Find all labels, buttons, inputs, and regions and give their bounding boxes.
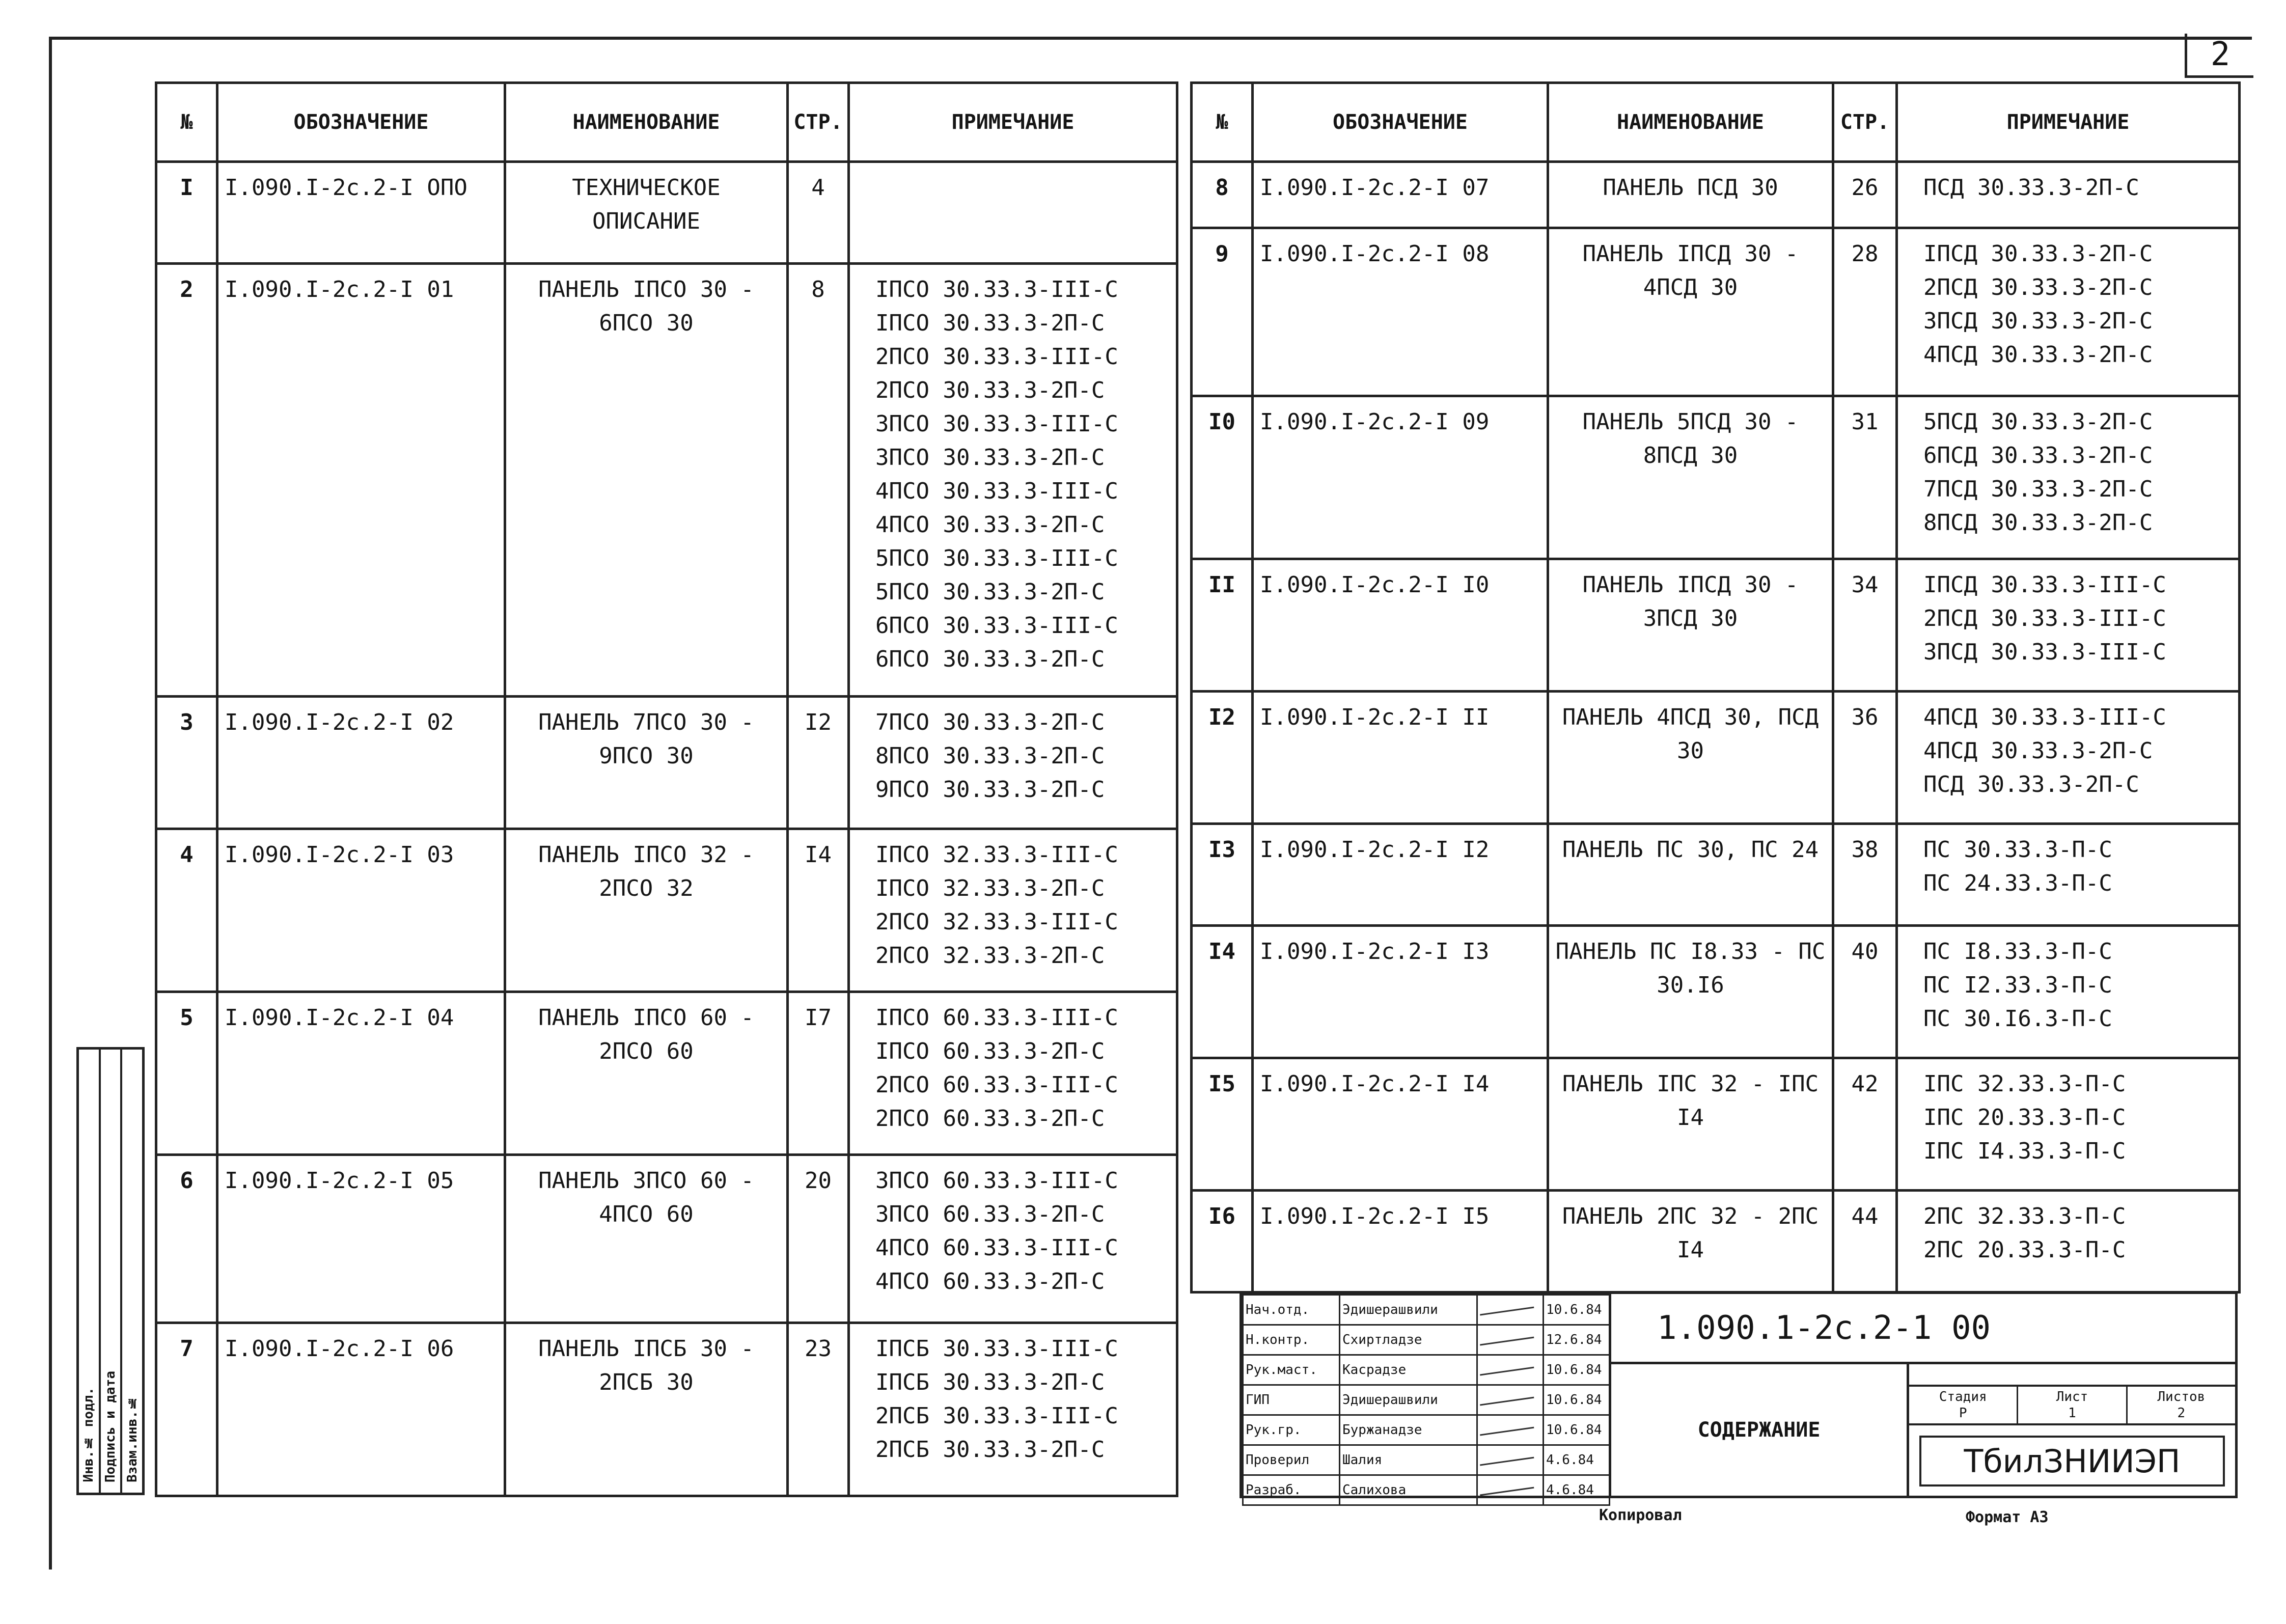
- table-row: [1192, 228, 2240, 396]
- document-code: 1.090.1-2с.2-1 00: [1609, 1294, 2235, 1364]
- table-row: [1192, 396, 2240, 559]
- row-page: 34: [1833, 559, 1897, 692]
- signature-date: 10.6.84: [1544, 1355, 1610, 1385]
- note-line: 2ПСБ 30.33.3-III-С: [875, 1403, 1118, 1429]
- row-number: II: [1192, 559, 1253, 692]
- row-number: 8: [1192, 162, 1253, 228]
- note-line: ПС I8.33.3-П-С: [1923, 939, 2112, 965]
- signature-table: [1242, 1294, 1610, 1506]
- row-number: I: [156, 162, 217, 264]
- title-block: [1240, 1291, 2238, 1498]
- signature-cell: [1477, 1415, 1544, 1445]
- table-row: [1192, 692, 2240, 824]
- row-notes: [1897, 1058, 2240, 1191]
- note-line: IПСД 30.33.3-2П-С: [1923, 241, 2153, 267]
- row-designation: I.090.I-2с.2-I I4: [1253, 1058, 1548, 1191]
- stage-field: [1909, 1387, 2018, 1423]
- row-notes: [849, 1323, 1177, 1496]
- signature-date: 4.6.84: [1544, 1445, 1610, 1475]
- note-line: 4ПСО 60.33.3-2П-С: [875, 1269, 1105, 1295]
- signature-cell: [1477, 1295, 1544, 1325]
- signature-role: Нач.отд.: [1243, 1295, 1340, 1325]
- row-number: I0: [1192, 396, 1253, 559]
- signature-name: Касрадзе: [1340, 1355, 1477, 1385]
- side-stamp-label: Инв.№ подл.: [81, 1387, 97, 1482]
- note-line: 3ПСО 30.33.3-III-С: [875, 411, 1118, 437]
- note-line: ПС 30.33.3-П-С: [1923, 837, 2112, 863]
- row-name: ПАНЕЛЬ IПСО 60 - 2ПСО 60: [505, 992, 788, 1155]
- row-notes: [1897, 162, 2240, 228]
- signature-mark: [1480, 1397, 1534, 1408]
- row-name: ПАНЕЛЬ IПСО 30 - 6ПСО 30: [505, 264, 788, 697]
- note-line: 4ПСД 30.33.3-2П-С: [1923, 342, 2153, 368]
- signature-name: Шалия: [1340, 1445, 1477, 1475]
- row-notes: [849, 829, 1177, 992]
- sheet-label: Лист: [2056, 1389, 2088, 1405]
- sheets-value: 2: [2177, 1406, 2186, 1421]
- stage-sheet-fields: [1909, 1385, 2235, 1425]
- header-page: СТР.: [788, 83, 849, 162]
- row-name: ПАНЕЛЬ ПСД 30: [1548, 162, 1833, 228]
- sheet-field: [2018, 1387, 2127, 1423]
- row-name: ПАНЕЛЬ IПСБ 30 - 2ПСБ 30: [505, 1323, 788, 1496]
- signature-row: [1243, 1475, 1610, 1505]
- row-designation: I.090.I-2с.2-I 09: [1253, 396, 1548, 559]
- note-line: 2ПС 32.33.3-П-С: [1923, 1203, 2126, 1229]
- table-row: [1192, 559, 2240, 692]
- signature-date: 10.6.84: [1544, 1415, 1610, 1445]
- row-notes: [1897, 228, 2240, 396]
- signature-cell: [1477, 1475, 1544, 1505]
- row-number: 6: [156, 1155, 217, 1323]
- row-number: I4: [1192, 926, 1253, 1058]
- row-page: 23: [788, 1323, 849, 1496]
- row-notes: [849, 162, 1177, 264]
- note-line: IПСБ 30.33.3-III-С: [875, 1336, 1118, 1362]
- note-line: 2ПСО 60.33.3-2П-С: [875, 1106, 1105, 1132]
- note-line: ПС 30.I6.3-П-С: [1923, 1006, 2112, 1032]
- row-designation: I.090.I-2с.2-I 08: [1253, 228, 1548, 396]
- row-number: 4: [156, 829, 217, 992]
- note-line: 5ПСО 30.33.3-III-С: [875, 545, 1118, 571]
- row-notes: [1897, 824, 2240, 926]
- side-stamp-label: Взам.инв.№: [124, 1395, 140, 1482]
- side-stamp-cell: [101, 1050, 123, 1493]
- organization-name: ТбилЗНИИЭП: [1919, 1436, 2225, 1487]
- note-line: 6ПСО 30.33.3-III-С: [875, 613, 1118, 639]
- row-page: 20: [788, 1155, 849, 1323]
- table-row: [1192, 1191, 2240, 1292]
- row-number: I3: [1192, 824, 1253, 926]
- note-line: 5ПСД 30.33.3-2П-С: [1923, 409, 2153, 435]
- row-page: 31: [1833, 396, 1897, 559]
- signature-mark: [1480, 1307, 1534, 1318]
- row-name: ПАНЕЛЬ IПС 32 - IПС I4: [1548, 1058, 1833, 1191]
- signature-cell: [1477, 1355, 1544, 1385]
- signature-mark: [1480, 1367, 1534, 1378]
- signature-cell: [1477, 1445, 1544, 1475]
- signature-mark: [1480, 1487, 1534, 1498]
- row-designation: I.090.I-2с.2-I 05: [217, 1155, 505, 1323]
- note-line: IПСО 30.33.3-III-С: [875, 277, 1118, 302]
- signature-role: ГИП: [1243, 1385, 1340, 1415]
- signature-role: Проверил: [1243, 1445, 1340, 1475]
- signature-role: Разраб.: [1243, 1475, 1340, 1505]
- header-designation: ОБОЗНАЧЕНИЕ: [217, 83, 505, 162]
- row-designation: I.090.I-2с.2-I I0: [1253, 559, 1548, 692]
- row-designation: I.090.I-2с.2-I ОПО: [217, 162, 505, 264]
- row-number: I2: [1192, 692, 1253, 824]
- row-number: 7: [156, 1323, 217, 1496]
- note-line: ПС 24.33.3-П-С: [1923, 870, 2112, 896]
- row-notes: [1897, 396, 2240, 559]
- signature-row: [1243, 1415, 1610, 1445]
- row-designation: I.090.I-2с.2-I 06: [217, 1323, 505, 1496]
- table-row: [156, 264, 1177, 697]
- note-line: ПСД 30.33.3-2П-С: [1923, 772, 2139, 797]
- row-name: ПАНЕЛЬ IПСД 30 - 4ПСД 30: [1548, 228, 1833, 396]
- document-title: СОДЕРЖАНИЕ: [1609, 1364, 1909, 1496]
- row-notes: [1897, 692, 2240, 824]
- header-name: НАИМЕНОВАНИЕ: [1548, 83, 1833, 162]
- row-designation: I.090.I-2с.2-I 07: [1253, 162, 1548, 228]
- row-page: I4: [788, 829, 849, 992]
- note-line: IПС I4.33.3-П-С: [1923, 1138, 2126, 1164]
- row-number: 9: [1192, 228, 1253, 396]
- note-line: IПСО 60.33.3-III-С: [875, 1005, 1118, 1031]
- note-line: 5ПСО 30.33.3-2П-С: [875, 579, 1105, 605]
- table-row: [1192, 926, 2240, 1058]
- row-designation: I.090.I-2с.2-I I3: [1253, 926, 1548, 1058]
- sheet-value: 1: [2068, 1406, 2076, 1421]
- row-designation: I.090.I-2с.2-I I5: [1253, 1191, 1548, 1292]
- note-line: 2ПСО 30.33.3-2П-С: [875, 377, 1105, 403]
- note-line: 2ПС 20.33.3-П-С: [1923, 1237, 2126, 1263]
- row-designation: I.090.I-2с.2-I 04: [217, 992, 505, 1155]
- note-line: 9ПСО 30.33.3-2П-С: [875, 777, 1105, 803]
- note-line: 6ПСО 30.33.3-2П-С: [875, 646, 1105, 672]
- signature-row: [1243, 1445, 1610, 1475]
- row-page: 36: [1833, 692, 1897, 824]
- note-line: 4ПСД 30.33.3-III-С: [1923, 704, 2166, 730]
- header-no: №: [156, 83, 217, 162]
- signature-role: Рук.гр.: [1243, 1415, 1340, 1445]
- signature-role: Н.контр.: [1243, 1325, 1340, 1355]
- header-designation: ОБОЗНАЧЕНИЕ: [1253, 83, 1548, 162]
- footer-format: Формат А3: [1966, 1508, 2049, 1526]
- table-row: [156, 992, 1177, 1155]
- row-number: 5: [156, 992, 217, 1155]
- side-stamp: [76, 1047, 145, 1495]
- table-row: [156, 162, 1177, 264]
- note-line: IПСО 30.33.3-2П-С: [875, 310, 1105, 336]
- note-line: IПС 32.33.3-П-С: [1923, 1071, 2126, 1097]
- row-number: I6: [1192, 1191, 1253, 1292]
- note-line: 2ПСО 60.33.3-III-С: [875, 1072, 1118, 1098]
- signature-mark: [1480, 1337, 1534, 1348]
- note-line: 2ПСД 30.33.3-III-С: [1923, 605, 2166, 631]
- note-line: 8ПСД 30.33.3-2П-С: [1923, 510, 2153, 536]
- signature-mark: [1480, 1457, 1534, 1468]
- row-notes: [1897, 926, 2240, 1058]
- signature-date: 4.6.84: [1544, 1475, 1610, 1505]
- row-designation: I.090.I-2с.2-I 01: [217, 264, 505, 697]
- note-line: 4ПСД 30.33.3-2П-С: [1923, 738, 2153, 764]
- side-stamp-cell: [79, 1050, 101, 1493]
- page-number: 2: [2185, 34, 2253, 78]
- table-row: [156, 829, 1177, 992]
- row-name: ПАНЕЛЬ ПС I8.33 - ПС 30.I6: [1548, 926, 1833, 1058]
- table-row: [156, 1155, 1177, 1323]
- note-line: 7ПСД 30.33.3-2П-С: [1923, 476, 2153, 502]
- side-stamp-cell: [122, 1050, 142, 1493]
- note-line: ПСД 30.33.3-2П-С: [1923, 175, 2139, 201]
- note-line: 4ПСО 60.33.3-III-С: [875, 1235, 1118, 1261]
- row-page: 40: [1833, 926, 1897, 1058]
- signature-name: Схиртладзе: [1340, 1325, 1477, 1355]
- row-name: ПАНЕЛЬ 7ПСО 30 - 9ПСО 30: [505, 697, 788, 829]
- row-name: ПАНЕЛЬ IПСД 30 - 3ПСД 30: [1548, 559, 1833, 692]
- signature-role: Рук.маст.: [1243, 1355, 1340, 1385]
- header-note: ПРИМЕЧАНИЕ: [849, 83, 1177, 162]
- note-line: IПС 20.33.3-П-С: [1923, 1105, 2126, 1131]
- header-page: СТР.: [1833, 83, 1897, 162]
- note-line: 8ПСО 30.33.3-2П-С: [875, 743, 1105, 769]
- row-page: I2: [788, 697, 849, 829]
- row-name: ПАНЕЛЬ 5ПСД 30 - 8ПСД 30: [1548, 396, 1833, 559]
- note-line: 7ПСО 30.33.3-2П-С: [875, 709, 1105, 735]
- signature-row: [1243, 1385, 1610, 1415]
- row-number: 3: [156, 697, 217, 829]
- row-name: ПАНЕЛЬ 2ПС 32 - 2ПС I4: [1548, 1191, 1833, 1292]
- note-line: 4ПСО 30.33.3-2П-С: [875, 512, 1105, 538]
- signature-cell: [1477, 1385, 1544, 1415]
- row-name: ПАНЕЛЬ ПС 30, ПС 24: [1548, 824, 1833, 926]
- header-row: [156, 83, 1177, 162]
- signature-date: 10.6.84: [1544, 1295, 1610, 1325]
- header-name: НАИМЕНОВАНИЕ: [505, 83, 788, 162]
- note-line: 3ПСО 60.33.3-2П-С: [875, 1201, 1105, 1227]
- row-notes: [849, 992, 1177, 1155]
- row-number: 2: [156, 264, 217, 697]
- signature-row: [1243, 1295, 1610, 1325]
- note-line: 3ПСО 60.33.3-III-С: [875, 1168, 1118, 1194]
- row-page: 8: [788, 264, 849, 697]
- stage-value: Р: [1959, 1406, 1967, 1421]
- row-page: 38: [1833, 824, 1897, 926]
- row-designation: I.090.I-2с.2-I I2: [1253, 824, 1548, 926]
- note-line: 2ПСО 30.33.3-III-С: [875, 344, 1118, 370]
- table-row: [156, 697, 1177, 829]
- note-line: 2ПСБ 30.33.3-2П-С: [875, 1437, 1105, 1463]
- signature-row: [1243, 1355, 1610, 1385]
- stage-label: Стадия: [1939, 1389, 1987, 1405]
- note-line: 3ПСД 30.33.3-2П-С: [1923, 308, 2153, 334]
- row-designation: I.090.I-2с.2-I II: [1253, 692, 1548, 824]
- row-page: I7: [788, 992, 849, 1155]
- signature-date: 12.6.84: [1544, 1325, 1610, 1355]
- note-line: IПСО 32.33.3-III-С: [875, 842, 1118, 868]
- note-line: IПСД 30.33.3-III-С: [1923, 572, 2166, 598]
- row-name: ПАНЕЛЬ IПСО 32 - 2ПСО 32: [505, 829, 788, 992]
- table-row: [156, 1323, 1177, 1496]
- row-notes: [1897, 559, 2240, 692]
- table-row: [1192, 824, 2240, 926]
- row-designation: I.090.I-2с.2-I 03: [217, 829, 505, 992]
- table-row: [1192, 162, 2240, 228]
- row-page: 4: [788, 162, 849, 264]
- signature-name: Салихова: [1340, 1475, 1477, 1505]
- note-line: 4ПСО 30.33.3-III-С: [875, 478, 1118, 504]
- row-page: 28: [1833, 228, 1897, 396]
- contents-table-right: [1190, 81, 2241, 1293]
- side-stamp-label: Подпись и дата: [103, 1370, 118, 1482]
- signature-name: Эдишерашвили: [1340, 1295, 1477, 1325]
- note-line: 6ПСД 30.33.3-2П-С: [1923, 443, 2153, 469]
- sheets-field: [2128, 1387, 2235, 1423]
- row-notes: [849, 697, 1177, 829]
- note-line: IПСО 60.33.3-2П-С: [875, 1038, 1105, 1064]
- row-notes: [849, 1155, 1177, 1323]
- table-row: [1192, 1058, 2240, 1191]
- note-line: 2ПСО 32.33.3-2П-С: [875, 943, 1105, 969]
- signature-row: [1243, 1325, 1610, 1355]
- note-line: 3ПСО 30.33.3-2П-С: [875, 445, 1105, 471]
- row-designation: I.090.I-2с.2-I 02: [217, 697, 505, 829]
- row-page: 26: [1833, 162, 1897, 228]
- note-line: 2ПСД 30.33.3-2П-С: [1923, 274, 2153, 300]
- signature-name: Буржанадзе: [1340, 1415, 1477, 1445]
- header-no: №: [1192, 83, 1253, 162]
- signature-date: 10.6.84: [1544, 1385, 1610, 1415]
- note-line: ПС I2.33.3-П-С: [1923, 972, 2112, 998]
- row-number: I5: [1192, 1058, 1253, 1191]
- row-page: 44: [1833, 1191, 1897, 1292]
- row-name: ПАНЕЛЬ 3ПСО 60 - 4ПСО 60: [505, 1155, 788, 1323]
- header-note: ПРИМЕЧАНИЕ: [1897, 83, 2240, 162]
- signature-cell: [1477, 1325, 1544, 1355]
- contents-table-left: [155, 81, 1178, 1497]
- note-line: 3ПСД 30.33.3-III-С: [1923, 639, 2166, 665]
- row-name: ТЕХНИЧЕСКОЕ ОПИСАНИЕ: [505, 162, 788, 264]
- footer-copied: Копировал: [1599, 1506, 1682, 1524]
- signature-name: Эдишерашвили: [1340, 1385, 1477, 1415]
- note-line: 2ПСО 32.33.3-III-С: [875, 909, 1118, 935]
- row-notes: [1897, 1191, 2240, 1292]
- header-row: [1192, 83, 2240, 162]
- note-line: IПСБ 30.33.3-2П-С: [875, 1369, 1105, 1395]
- row-name: ПАНЕЛЬ 4ПСД 30, ПСД 30: [1548, 692, 1833, 824]
- signature-mark: [1480, 1427, 1534, 1438]
- sheets-label: Листов: [2157, 1389, 2206, 1405]
- row-page: 42: [1833, 1058, 1897, 1191]
- note-line: IПСО 32.33.3-2П-С: [875, 875, 1105, 901]
- row-notes: [849, 264, 1177, 697]
